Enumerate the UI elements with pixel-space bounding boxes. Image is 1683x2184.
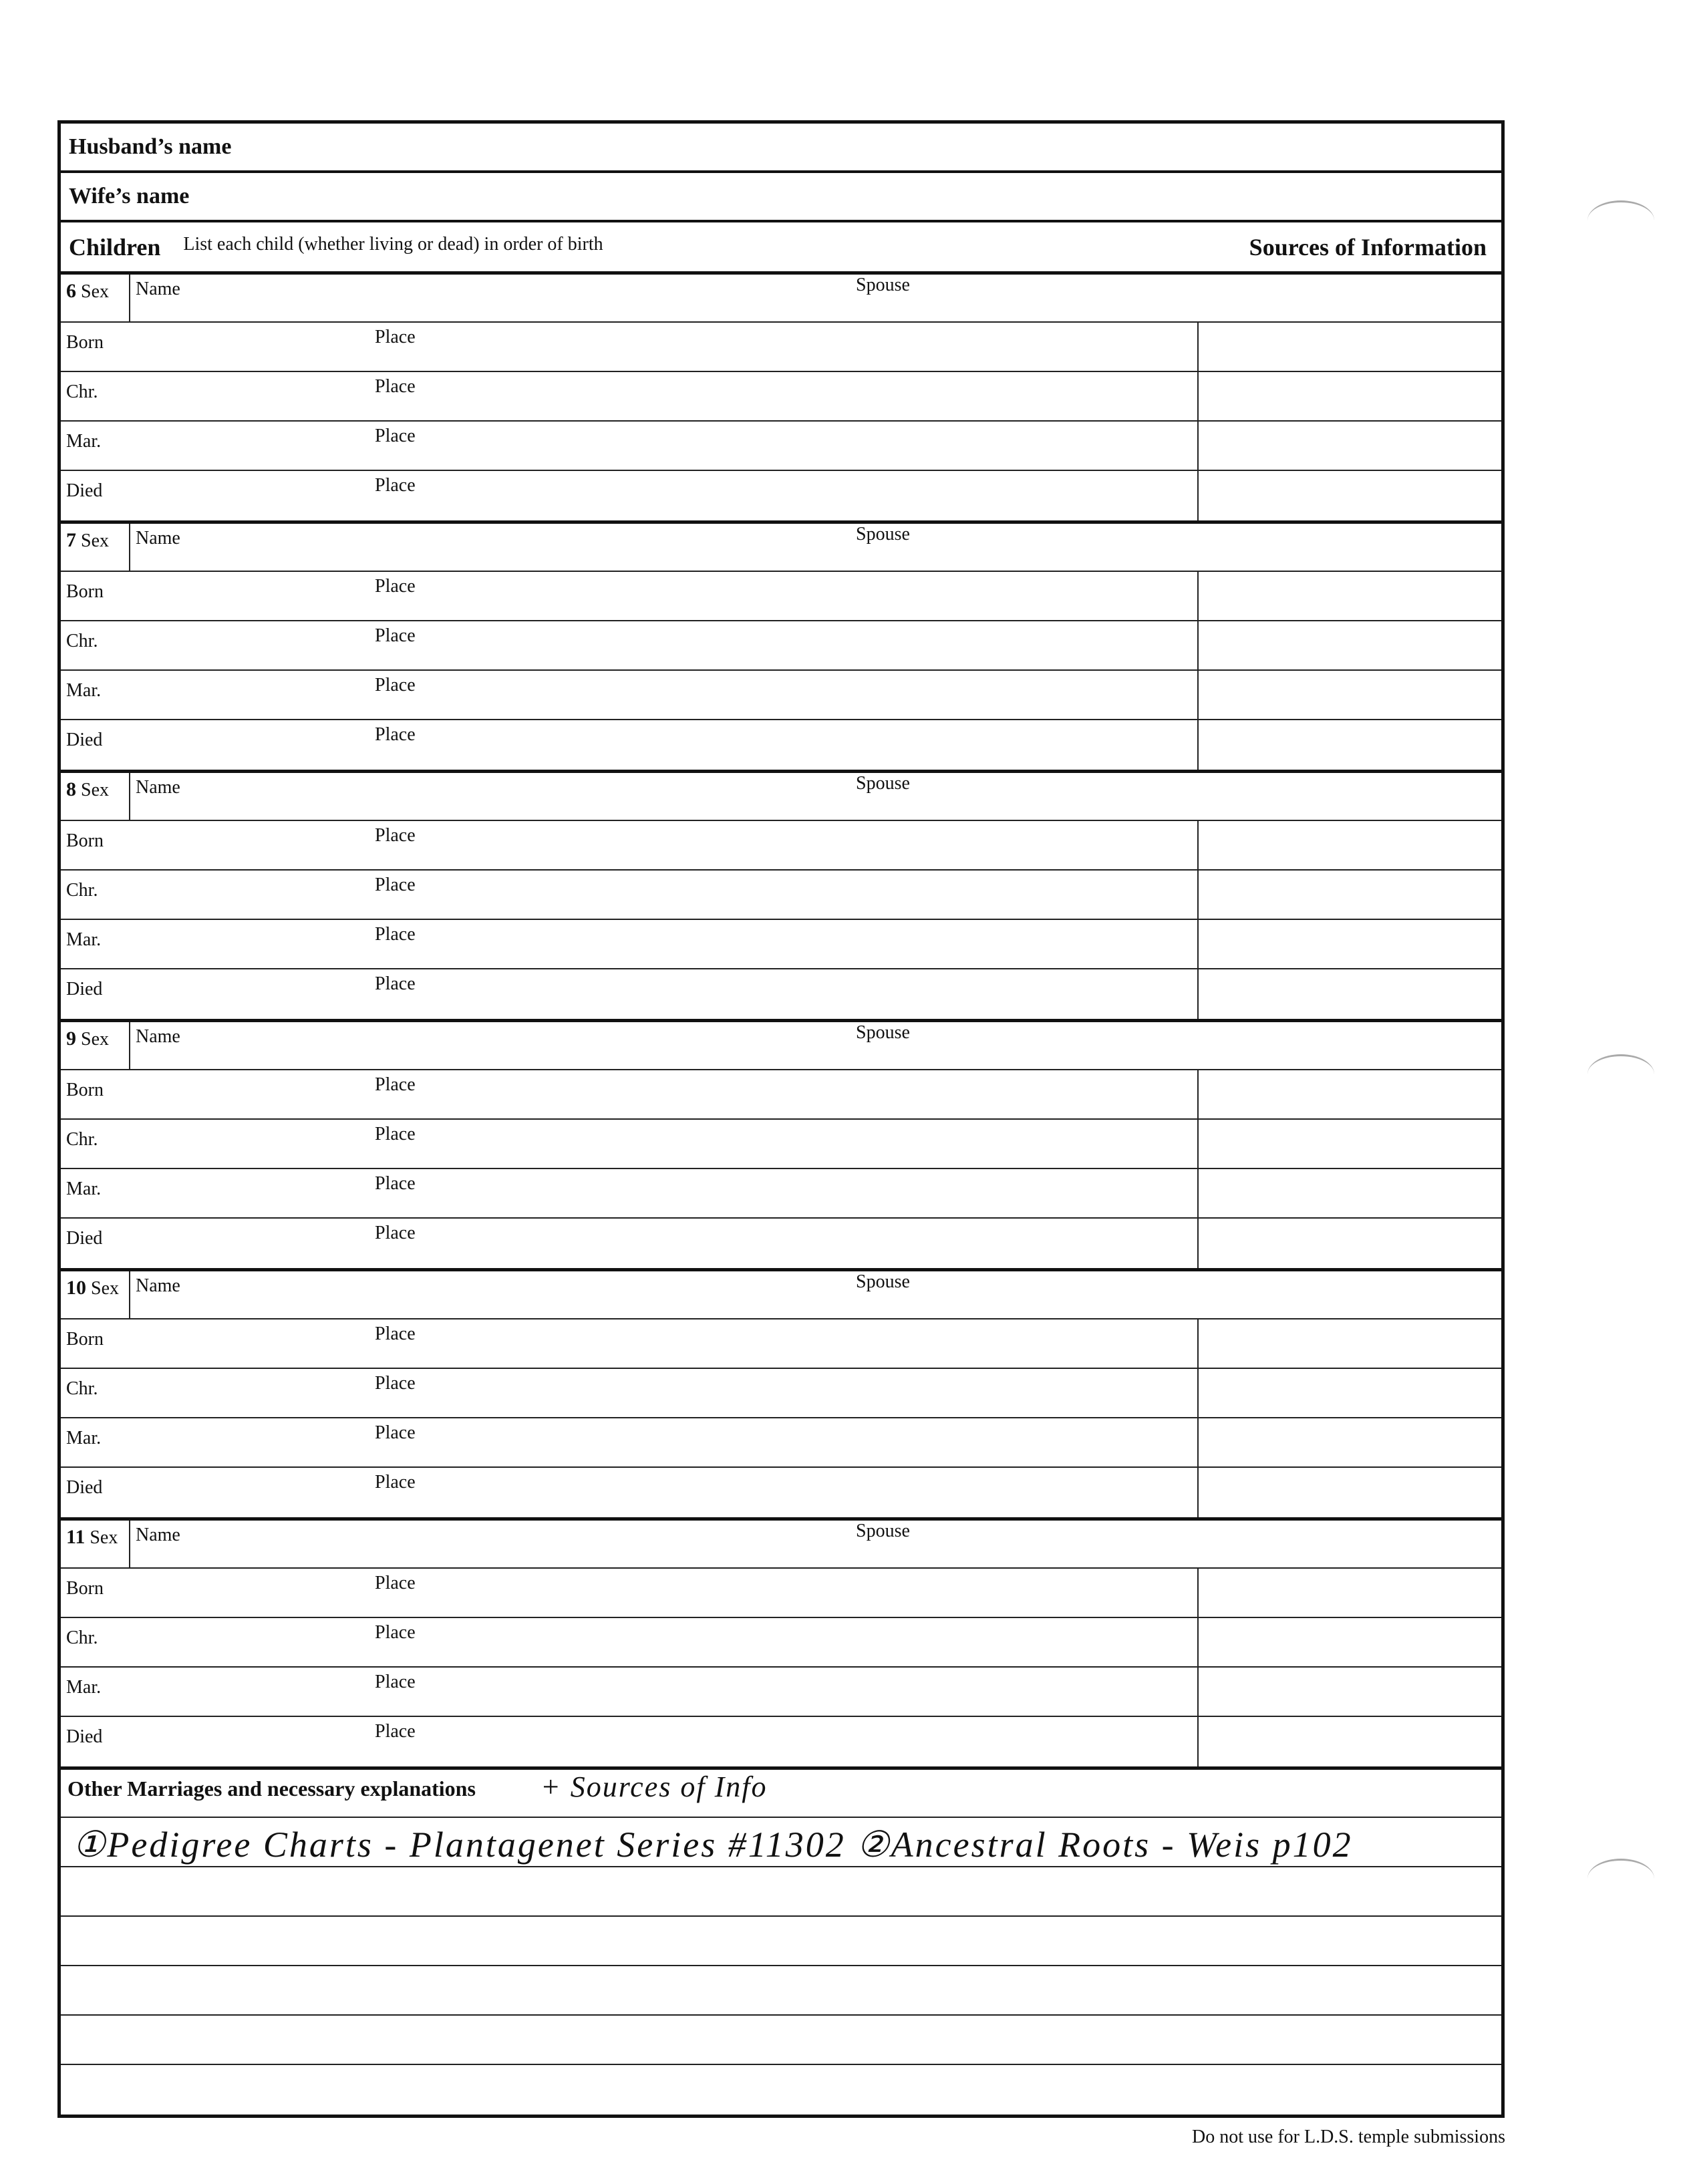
- source-cell[interactable]: [1199, 372, 1501, 420]
- event-label: Died: [66, 979, 103, 999]
- other-marriages-label: Other Marriages and necessary explanations: [67, 1776, 476, 1801]
- source-cell[interactable]: [1199, 671, 1501, 719]
- event-field[interactable]: [61, 1468, 1199, 1517]
- child-number: 8: [66, 778, 76, 800]
- sex-label: Sex: [91, 1278, 119, 1299]
- place-label: Place: [375, 1223, 416, 1243]
- event-row: [61, 871, 1501, 920]
- child-entry: [61, 1022, 1501, 1271]
- event-field[interactable]: [61, 1418, 1199, 1466]
- event-row: [61, 1668, 1501, 1717]
- event-row: [61, 671, 1501, 720]
- children-instruction: List each child (whether living or dead) in order of birth: [183, 233, 603, 255]
- explanation-line[interactable]: [61, 2016, 1501, 2065]
- place-label: Place: [375, 1672, 416, 1692]
- event-label: Mar.: [66, 680, 102, 701]
- event-label: Mar.: [66, 1179, 102, 1199]
- event-row: [61, 1468, 1501, 1517]
- child-name-row[interactable]: [61, 773, 1501, 821]
- event-row: [61, 1219, 1501, 1268]
- event-row: [61, 471, 1501, 520]
- event-field[interactable]: [61, 1219, 1199, 1268]
- sex-label: Sex: [90, 1527, 118, 1548]
- place-label: Place: [375, 1573, 416, 1593]
- event-label: Born: [66, 830, 104, 851]
- event-label: Mar.: [66, 1677, 102, 1698]
- event-field[interactable]: [61, 621, 1199, 669]
- child-name-row[interactable]: [61, 1271, 1501, 1319]
- source-cell[interactable]: [1199, 1468, 1501, 1517]
- child-number: 11: [66, 1526, 86, 1548]
- source-cell[interactable]: [1199, 1120, 1501, 1168]
- child-sex-cell[interactable]: [61, 524, 130, 571]
- event-row: [61, 1418, 1501, 1468]
- place-label: Place: [375, 1472, 416, 1493]
- event-row: [61, 1618, 1501, 1668]
- child-entry: [61, 773, 1501, 1022]
- child-entry: [61, 524, 1501, 773]
- footer-disclaimer: Do not use for L.D.S. temple submissions: [1192, 2127, 1505, 2147]
- source-cell[interactable]: [1199, 1319, 1501, 1368]
- event-label: Born: [66, 1578, 104, 1599]
- place-label: Place: [375, 376, 416, 397]
- event-row: [61, 1369, 1501, 1418]
- source-cell[interactable]: [1199, 1668, 1501, 1716]
- place-label: Place: [375, 1422, 416, 1443]
- event-row: [61, 920, 1501, 969]
- sources-header: Sources of Information: [1249, 233, 1487, 261]
- place-label: Place: [375, 475, 416, 496]
- place-label: Place: [375, 1124, 416, 1144]
- handwritten-note: ①Pedigree Charts - Plantagenet Series #11302 ②Ancestral Roots - Weis p102: [73, 1825, 1353, 1865]
- place-label: Place: [375, 576, 416, 597]
- event-field[interactable]: [61, 1569, 1199, 1617]
- place-label: Place: [375, 875, 416, 895]
- event-row: [61, 821, 1501, 871]
- event-label: Chr.: [66, 381, 98, 402]
- explanation-line[interactable]: [61, 2065, 1501, 2115]
- explanation-line[interactable]: [61, 1966, 1501, 2016]
- wife-name-label: Wife’s name: [69, 184, 190, 208]
- children-title: Children: [69, 233, 161, 261]
- event-field[interactable]: [61, 1717, 1199, 1766]
- event-row: [61, 1070, 1501, 1120]
- event-row: [61, 621, 1501, 671]
- child-name-row[interactable]: [61, 1022, 1501, 1070]
- source-cell[interactable]: [1199, 1618, 1501, 1666]
- spouse-label: Spouse: [856, 773, 910, 794]
- spouse-label: Spouse: [856, 1022, 910, 1043]
- child-name-row[interactable]: [61, 275, 1501, 323]
- place-label: Place: [375, 675, 416, 695]
- source-cell[interactable]: [1199, 572, 1501, 620]
- child-number: 10: [66, 1277, 86, 1299]
- place-label: Place: [375, 625, 416, 646]
- source-cell[interactable]: [1199, 323, 1501, 371]
- event-label: Born: [66, 1080, 104, 1100]
- event-field[interactable]: [61, 1070, 1199, 1118]
- name-label: Name: [136, 1026, 180, 1047]
- place-label: Place: [375, 1373, 416, 1394]
- source-cell[interactable]: [1199, 422, 1501, 470]
- event-field[interactable]: [61, 323, 1199, 371]
- child-sex-cell[interactable]: [61, 275, 130, 321]
- event-label: Died: [66, 1228, 103, 1249]
- name-label: Name: [136, 528, 180, 549]
- source-cell[interactable]: [1199, 1369, 1501, 1417]
- event-row: [61, 1569, 1501, 1618]
- source-cell[interactable]: [1199, 621, 1501, 669]
- event-label: Born: [66, 1329, 104, 1350]
- event-label: Born: [66, 581, 104, 602]
- other-marriages-header: [61, 1770, 1501, 1818]
- event-field[interactable]: [61, 372, 1199, 420]
- place-label: Place: [375, 1721, 416, 1742]
- event-row: [61, 1169, 1501, 1219]
- event-field[interactable]: [61, 969, 1199, 1019]
- event-row: [61, 1717, 1501, 1766]
- event-row: [61, 372, 1501, 422]
- child-entry: [61, 275, 1501, 524]
- punch-hole-middle: [1587, 1054, 1654, 1094]
- handwritten-sources-note: + Sources of Info: [541, 1770, 768, 1803]
- explanation-line[interactable]: [61, 1917, 1501, 1966]
- child-entry: [61, 1271, 1501, 1521]
- place-label: Place: [375, 1622, 416, 1643]
- child-sex-cell[interactable]: [61, 773, 130, 820]
- source-cell[interactable]: [1199, 1569, 1501, 1617]
- source-cell[interactable]: [1199, 720, 1501, 770]
- event-field[interactable]: [61, 1169, 1199, 1217]
- husband-name-label: Husband’s name: [69, 134, 232, 159]
- event-field[interactable]: [61, 1369, 1199, 1417]
- event-row: [61, 720, 1501, 770]
- source-cell[interactable]: [1199, 1717, 1501, 1766]
- husband-name-row[interactable]: [61, 124, 1501, 173]
- event-label: Died: [66, 730, 103, 750]
- event-field[interactable]: [61, 422, 1199, 470]
- place-label: Place: [375, 973, 416, 994]
- event-row: [61, 422, 1501, 471]
- event-field[interactable]: [61, 1618, 1199, 1666]
- event-label: Chr.: [66, 1378, 98, 1399]
- children-list: [61, 275, 1501, 1770]
- explanation-lines: [61, 1818, 1501, 2115]
- event-field[interactable]: [61, 821, 1199, 869]
- spouse-label: Spouse: [856, 1521, 910, 1541]
- place-label: Place: [375, 426, 416, 446]
- source-cell[interactable]: [1199, 969, 1501, 1019]
- child-number: 9: [66, 1028, 76, 1050]
- name-label: Name: [136, 1275, 180, 1296]
- event-field[interactable]: [61, 671, 1199, 719]
- event-field[interactable]: [61, 1120, 1199, 1168]
- event-row: [61, 1120, 1501, 1169]
- event-label: Chr.: [66, 1627, 98, 1648]
- event-label: Mar.: [66, 929, 102, 950]
- source-cell[interactable]: [1199, 871, 1501, 919]
- spouse-label: Spouse: [856, 524, 910, 544]
- child-sex-cell[interactable]: [61, 1022, 130, 1069]
- event-label: Born: [66, 332, 104, 353]
- name-label: Name: [136, 777, 180, 798]
- source-cell[interactable]: [1199, 1169, 1501, 1217]
- source-cell[interactable]: [1199, 821, 1501, 869]
- spouse-label: Spouse: [856, 275, 910, 295]
- event-row: [61, 969, 1501, 1019]
- place-label: Place: [375, 825, 416, 846]
- explanation-line[interactable]: [61, 1818, 1501, 1867]
- event-field[interactable]: [61, 1668, 1199, 1716]
- event-label: Died: [66, 1726, 103, 1747]
- child-number: 6: [66, 280, 76, 302]
- event-label: Chr.: [66, 631, 98, 651]
- place-label: Place: [375, 724, 416, 745]
- source-cell[interactable]: [1199, 1070, 1501, 1118]
- place-label: Place: [375, 1323, 416, 1344]
- place-label: Place: [375, 327, 416, 347]
- sex-label: Sex: [81, 281, 109, 302]
- place-label: Place: [375, 1074, 416, 1095]
- event-field[interactable]: [61, 720, 1199, 770]
- event-label: Died: [66, 1477, 103, 1498]
- sex-label: Sex: [81, 530, 109, 551]
- event-row: [61, 572, 1501, 621]
- punch-hole-top: [1587, 200, 1654, 241]
- source-cell[interactable]: [1199, 1219, 1501, 1268]
- event-row: [61, 323, 1501, 372]
- event-field[interactable]: [61, 920, 1199, 968]
- event-field[interactable]: [61, 572, 1199, 620]
- source-cell[interactable]: [1199, 471, 1501, 520]
- name-label: Name: [136, 279, 180, 299]
- family-group-sheet: [57, 120, 1505, 2118]
- event-field[interactable]: [61, 471, 1199, 520]
- event-field[interactable]: [61, 871, 1199, 919]
- place-label: Place: [375, 1173, 416, 1194]
- wife-name-row[interactable]: [61, 173, 1501, 222]
- punch-hole-bottom: [1587, 1859, 1654, 1899]
- child-sex-cell[interactable]: [61, 1271, 130, 1318]
- child-sex-cell[interactable]: [61, 1521, 130, 1567]
- source-cell[interactable]: [1199, 920, 1501, 968]
- place-label: Place: [375, 924, 416, 945]
- source-cell[interactable]: [1199, 1418, 1501, 1466]
- event-label: Mar.: [66, 431, 102, 452]
- child-name-row[interactable]: [61, 524, 1501, 572]
- child-entry: [61, 1521, 1501, 1770]
- event-row: [61, 1319, 1501, 1369]
- children-header: [61, 222, 1501, 275]
- event-label: Chr.: [66, 1129, 98, 1150]
- event-label: Chr.: [66, 880, 98, 901]
- child-number: 7: [66, 529, 76, 551]
- name-label: Name: [136, 1525, 180, 1545]
- event-label: Died: [66, 480, 103, 501]
- sex-label: Sex: [81, 1029, 109, 1050]
- event-label: Mar.: [66, 1428, 102, 1448]
- sex-label: Sex: [81, 780, 109, 800]
- child-name-row[interactable]: [61, 1521, 1501, 1569]
- explanation-line[interactable]: [61, 1867, 1501, 1917]
- spouse-label: Spouse: [856, 1271, 910, 1292]
- event-field[interactable]: [61, 1319, 1199, 1368]
